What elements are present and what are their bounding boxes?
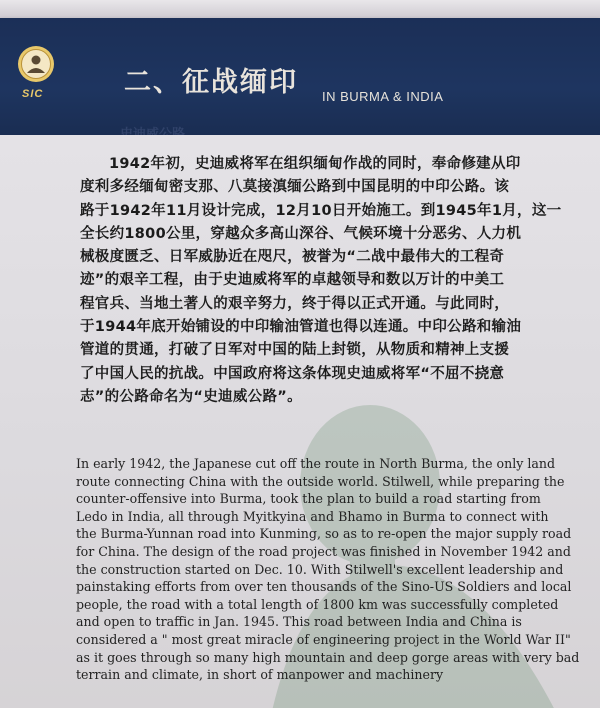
paragraph-line-en: route connecting China with the outside world. Stilwell, while preparing the (76, 473, 565, 489)
paragraph-line-en: In early 1942, the Japanese cut off the route in North Burma, the only land (76, 456, 556, 471)
top-wall-strip (0, 0, 600, 18)
paragraph-line-cn: 志”的公路命名为“史迪威公路”。 (80, 388, 302, 405)
paragraph-line-en: as it goes through so many high mountain and deep gorge areas with very bad (76, 649, 580, 665)
paragraph-line-cn: 械极度匮乏、日军威胁近在咫尺，被誉为“二战中最伟大的工程奇 (80, 249, 505, 266)
section-title-en: IN BURMA & INDIA (322, 89, 444, 104)
logo-text: SIC (22, 88, 44, 100)
paragraph-line-cn: 了中国人民的抗战。中国政府将这条体现史迪威将军“不屈不挠意 (80, 365, 505, 382)
paragraph-line-en: the construction started on Dec. 10. With Stilwell's excellent leadership and (76, 561, 564, 577)
body-paragraph-en (76, 455, 586, 684)
paragraph-line-en: considered a " most great miracle of engineering project in the World War II" (76, 631, 571, 647)
body-paragraph-cn (80, 153, 580, 409)
paragraph-line-cn: 管道的贯通，打破了日军对中国的陆上封锁，从物质和精神上支援 (80, 342, 510, 359)
paragraph-line-en: Ledo in India, all through Myitkyina and Bhamo in Burma to connect with (76, 508, 549, 524)
header-banner (0, 18, 600, 135)
paragraph-line-cn: 度利多经缅甸密支那、八莫接滇缅公路到中国昆明的中印公路。该 (80, 179, 510, 196)
paragraph-line-en: people, the road with a total length of 1800 km was successfully completed (76, 596, 559, 612)
sic-emblem-icon (16, 44, 56, 84)
paragraph-line-en: the Burma-Yunnan road into Kunming, so as to re-open the major supply road (76, 526, 572, 542)
paragraph-line-cn: 于1944年底开始铺设的中印输油管道也得以连通。中印公路和输油 (80, 319, 522, 336)
paragraph-line-en: counter-offensive into Burma, took the plan to build a road starting from (76, 491, 541, 507)
paragraph-line-cn: 路于1942年11月设计完成，12月10日开始施工。到1945年1月，这一 (80, 202, 562, 219)
paragraph-line-cn: 迹”的艰辛工程，由于史迪威将军的卓越领导和数以万计的中美工 (80, 272, 505, 289)
paragraph-line-en: for China. The design of the road project was finished in November 1942 and (76, 543, 571, 559)
section-title-cn: 二、征战缅印 (124, 67, 298, 98)
paragraph-line-cn: 全长约1800公里，穿越众多高山深谷、气候环境十分恶劣、人力机 (80, 225, 522, 242)
text-panel (0, 135, 600, 708)
paragraph-line-cn: 1942年初，史迪威将军在组织缅甸作战的同时，奉命修建从印 (109, 156, 521, 172)
paragraph-line-en: terrain and climate, in short of manpower and machinery (76, 667, 444, 683)
paragraph-line-en: painstaking efforts from over ten thousands of the Sino-US Soldiers and local (76, 579, 572, 595)
paragraph-line-en: and open to traffic in Jan. 1945. This road between India and China is (76, 614, 522, 630)
paragraph-line-cn: 程官兵、当地土著人的艰辛努力，终于得以正式开通。与此同时， (80, 295, 510, 312)
